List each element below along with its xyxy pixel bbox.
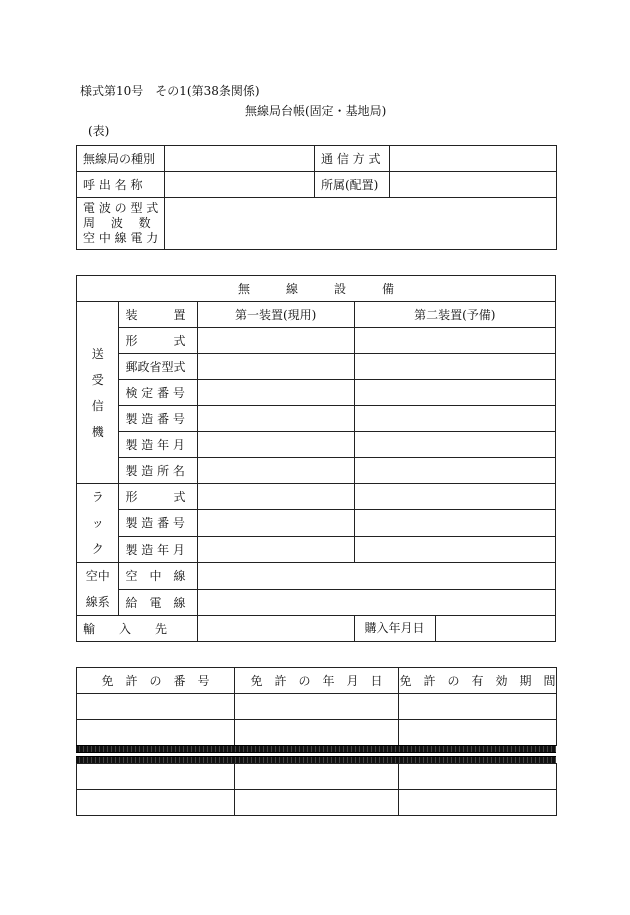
callsign-label: 呼 出 名 称 [77,172,165,198]
certification-no-second[interactable] [354,380,555,406]
license-table-continuation [76,763,557,816]
license-number-cell[interactable] [77,720,235,746]
rack-group-label: ラ ッ ク [77,484,119,563]
antenna-label: 空 中 線 [119,563,197,590]
antenna-field[interactable] [197,563,555,590]
station-table [76,145,557,250]
license-date-header: 免 許 の 年 月 日 [235,668,399,694]
manufacturer-label: 製 造 所 名 [119,458,197,484]
callsign-field[interactable] [165,172,315,198]
ministry-model-second[interactable] [354,354,555,380]
serial-no-second[interactable] [354,406,555,432]
first-unit-header: 第一装置(現用) [197,302,354,328]
rack-date-second[interactable] [354,536,555,562]
feeder-field[interactable] [197,589,555,616]
manufacturer-first[interactable] [197,458,354,484]
form-number: 様式第10号 その1(第38条関係) [80,84,260,98]
document-title: 無線局台帳(固定・基地局) [245,104,387,118]
license-date-cell[interactable] [235,694,399,720]
transceiver-group-label: 送 受 信 機 [77,302,119,484]
import-source-label: 輸 入 先 [77,616,198,642]
affiliation-label: 所属(配置) [315,172,390,198]
license-table [76,667,557,746]
comm-method-label: 通 信 方 式 [315,146,390,172]
transceiver-model-second[interactable] [354,328,555,354]
license-number-cell[interactable] [77,790,235,816]
license-number-cell[interactable] [77,764,235,790]
rack-model-second[interactable] [354,484,555,510]
serial-no-first[interactable] [197,406,354,432]
ministry-model-first[interactable] [197,354,354,380]
license-period-cell[interactable] [399,720,557,746]
license-period-cell[interactable] [399,764,557,790]
ministry-model-label: 郵政省型式 [119,354,197,380]
station-type-label: 無線局の種別 [77,146,165,172]
rack-date-label: 製 造 年 月 [119,536,197,562]
import-source-field[interactable] [197,616,354,642]
license-period-cell[interactable] [399,694,557,720]
purchase-date-field[interactable] [436,616,555,641]
license-date-cell[interactable] [235,764,399,790]
station-type-field[interactable] [165,146,315,172]
frequency-label: 周 波 数 [83,216,151,230]
page-side-label: (表) [88,124,110,138]
purchase-date-label: 購入年月日 [355,616,436,641]
rack-serial-first[interactable] [197,510,354,536]
radio-spec-label [77,198,165,250]
rack-model-label: 形 式 [119,484,197,510]
license-date-cell[interactable] [235,790,399,816]
section-divider [76,745,556,753]
second-unit-header: 第二装置(予備) [354,302,555,328]
equipment-table [76,275,556,642]
manufacture-date-second[interactable] [354,432,555,458]
comm-method-field[interactable] [390,146,557,172]
serial-no-label: 製 造 番 号 [119,406,197,432]
transceiver-model-first[interactable] [197,328,354,354]
feeder-label: 給 電 線 [119,589,197,616]
certification-no-label: 検 定 番 号 [119,380,197,406]
rack-serial-second[interactable] [354,510,555,536]
rack-date-first[interactable] [197,536,354,562]
license-period-header: 免 許 の 有 効 期 間 [399,668,557,694]
emission-type-label: 電 波 の 型 式 [83,201,159,215]
antenna-group-label: 空中 線系 [77,563,119,616]
radio-spec-field[interactable] [165,198,557,250]
equipment-title: 無 線 設 備 [77,276,556,302]
purchase-date-cell [354,616,555,642]
license-number-cell[interactable] [77,694,235,720]
certification-no-first[interactable] [197,380,354,406]
license-number-header: 免 許 の 番 号 [77,668,235,694]
license-date-cell[interactable] [235,720,399,746]
rack-model-first[interactable] [197,484,354,510]
manufacture-date-first[interactable] [197,432,354,458]
manufacturer-second[interactable] [354,458,555,484]
antenna-power-label: 空 中 線 電 力 [83,231,159,245]
rack-serial-label: 製 造 番 号 [119,510,197,536]
equip-label: 装 置 [119,302,197,328]
manufacture-date-label: 製 造 年 月 [119,432,197,458]
license-period-cell[interactable] [399,790,557,816]
affiliation-field[interactable] [390,172,557,198]
transceiver-model-label: 形 式 [119,328,197,354]
